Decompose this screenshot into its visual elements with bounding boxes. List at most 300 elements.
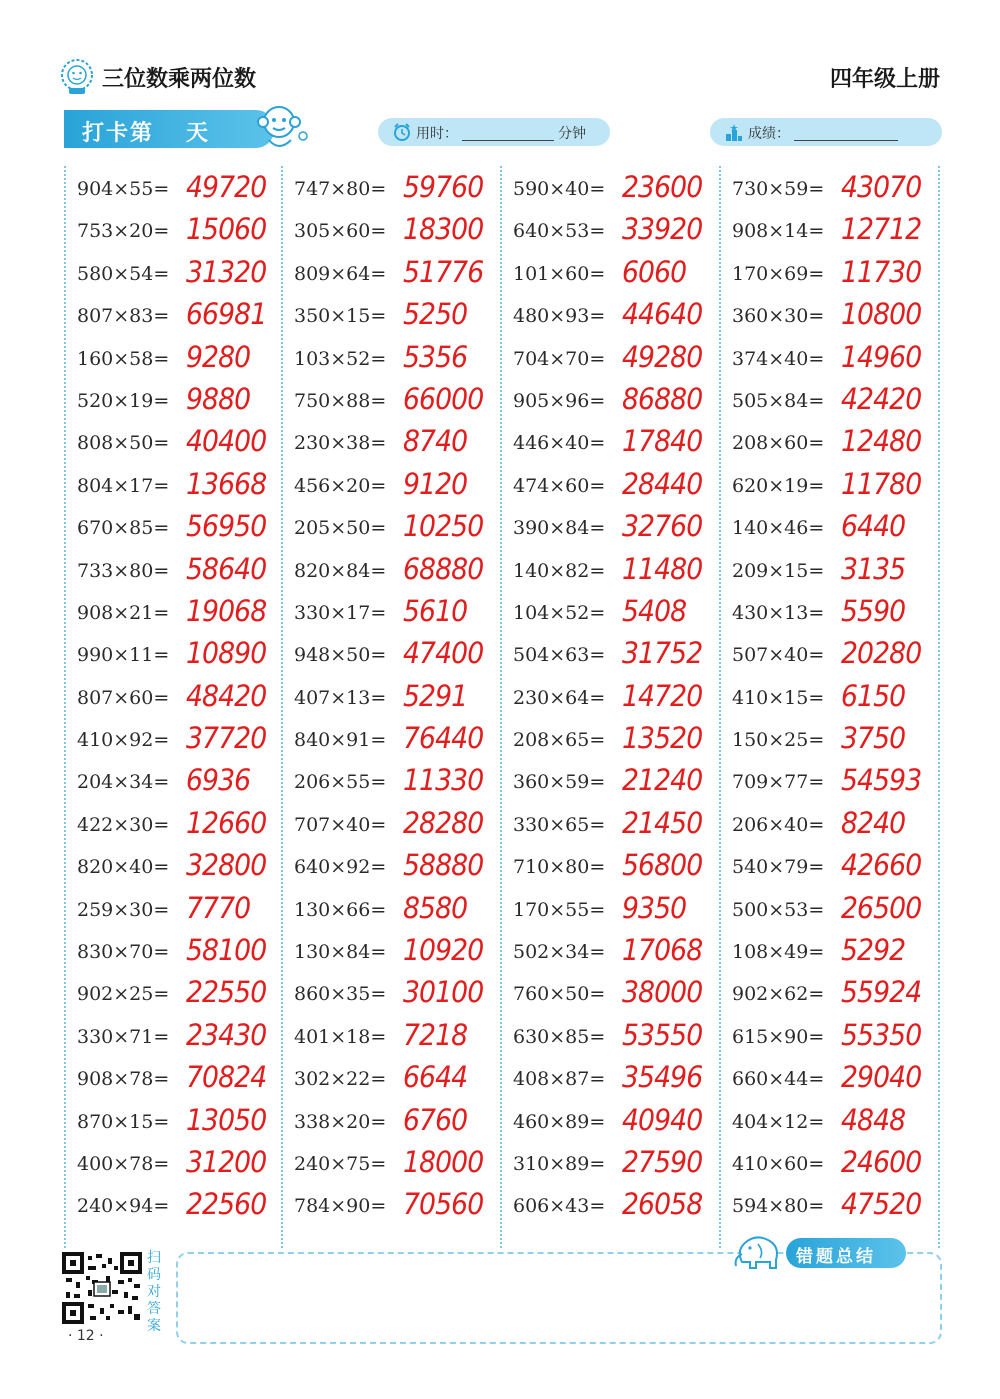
handwritten-answer[interactable]: 58640 xyxy=(186,551,267,586)
problem-equation: 310×89= xyxy=(513,1152,606,1175)
handwritten-answer[interactable]: 54593 xyxy=(841,763,922,798)
handwritten-answer[interactable]: 27590 xyxy=(622,1144,703,1179)
check-in-banner xyxy=(64,110,274,148)
problem-equation: 401×18= xyxy=(294,1025,387,1048)
problem-row xyxy=(721,170,938,212)
problem-equation: 460×89= xyxy=(513,1110,606,1133)
podium-icon xyxy=(724,122,744,142)
problem-equation: 302×22= xyxy=(294,1068,387,1091)
handwritten-answer[interactable]: 8240 xyxy=(841,805,906,840)
handwritten-answer[interactable]: 12712 xyxy=(841,212,922,247)
handwritten-answer[interactable]: 6150 xyxy=(841,678,906,713)
problem-row xyxy=(283,297,500,339)
handwritten-answer[interactable]: 30100 xyxy=(403,975,484,1010)
handwritten-answer[interactable]: 19068 xyxy=(186,593,267,628)
problem-equation: 730×59= xyxy=(732,178,825,200)
problem-equation: 905×96= xyxy=(513,389,606,412)
problem-row xyxy=(721,806,938,848)
qr-code-icon xyxy=(62,1252,142,1324)
handwritten-answer[interactable]: 6936 xyxy=(186,763,251,798)
problem-row xyxy=(283,509,500,551)
problem-equation: 500×53= xyxy=(732,898,825,921)
problem-row xyxy=(502,340,719,382)
handwritten-answer[interactable]: 40400 xyxy=(186,424,267,459)
problem-row xyxy=(66,1103,281,1145)
handwritten-answer[interactable]: 5590 xyxy=(841,593,906,628)
problem-equation: 707×40= xyxy=(294,813,387,836)
problem-equation: 360×30= xyxy=(732,305,825,328)
handwritten-answer[interactable]: 10920 xyxy=(403,933,484,968)
handwritten-answer[interactable]: 55924 xyxy=(841,975,922,1010)
problem-row xyxy=(283,763,500,805)
problem-equation: 446×40= xyxy=(513,432,606,455)
problem-equation: 410×92= xyxy=(77,729,170,752)
problem-row xyxy=(283,212,500,254)
handwritten-answer[interactable]: 5610 xyxy=(403,593,468,628)
problem-row xyxy=(502,636,719,678)
handwritten-answer[interactable]: 6760 xyxy=(403,1102,468,1137)
problem-equation: 807×60= xyxy=(77,686,170,709)
problem-equation: 259×30= xyxy=(77,898,170,921)
problem-row xyxy=(66,891,281,933)
handwritten-answer[interactable]: 70824 xyxy=(186,1060,267,1095)
handwritten-answer[interactable]: 37720 xyxy=(186,721,267,756)
handwritten-answer[interactable]: 5250 xyxy=(403,297,468,332)
handwritten-answer[interactable]: 11480 xyxy=(622,551,703,586)
problem-row xyxy=(502,891,719,933)
problem-equation: 104×52= xyxy=(513,601,606,624)
handwritten-answer[interactable]: 10800 xyxy=(841,297,922,332)
problem-equation: 540×79= xyxy=(732,856,825,879)
problem-equation: 840×91= xyxy=(294,729,387,752)
handwritten-answer[interactable]: 8740 xyxy=(403,424,468,459)
handwritten-answer[interactable]: 6440 xyxy=(841,509,906,544)
problem-row xyxy=(283,340,500,382)
problem-equation: 474×60= xyxy=(513,474,606,497)
problem-row xyxy=(66,848,281,890)
handwritten-answer[interactable]: 49280 xyxy=(622,339,703,374)
problem-row xyxy=(721,212,938,254)
handwritten-answer[interactable]: 47520 xyxy=(841,1187,922,1222)
problem-equation: 140×46= xyxy=(732,517,825,540)
problem-row xyxy=(721,679,938,721)
problem-equation: 640×53= xyxy=(513,220,606,243)
problem-row xyxy=(66,636,281,678)
problem-row xyxy=(66,594,281,636)
problem-row xyxy=(283,552,500,594)
problem-row xyxy=(66,1187,281,1229)
problem-row xyxy=(283,806,500,848)
handwritten-answer[interactable]: 4848 xyxy=(841,1102,906,1137)
problem-row xyxy=(721,1187,938,1229)
problem-row xyxy=(502,1103,719,1145)
problem-column-2 xyxy=(283,166,502,1248)
problem-row xyxy=(502,1018,719,1060)
page-title: 三位数乘两位数 xyxy=(102,67,257,92)
problem-row xyxy=(502,424,719,466)
problem-row xyxy=(721,297,938,339)
handwritten-answer[interactable]: 23600 xyxy=(622,170,703,204)
score-field xyxy=(710,118,942,146)
problem-row xyxy=(721,255,938,297)
handwritten-answer[interactable]: 9120 xyxy=(403,466,468,501)
problem-row xyxy=(721,340,938,382)
problem-row xyxy=(283,1060,500,1102)
handwritten-answer[interactable]: 18000 xyxy=(403,1144,484,1179)
handwritten-answer[interactable]: 6060 xyxy=(622,254,687,289)
problem-row xyxy=(721,1060,938,1102)
problem-equation: 590×40= xyxy=(513,178,606,200)
handwritten-answer[interactable]: 66000 xyxy=(403,381,484,416)
handwritten-answer[interactable]: 7770 xyxy=(186,890,251,925)
handwritten-answer[interactable]: 42420 xyxy=(841,381,922,416)
handwritten-answer[interactable]: 47400 xyxy=(403,636,484,671)
handwritten-answer[interactable]: 20280 xyxy=(841,636,922,671)
handwritten-answer[interactable]: 13050 xyxy=(186,1102,267,1137)
time-used-field xyxy=(378,118,610,146)
handwritten-answer[interactable]: 70560 xyxy=(403,1187,484,1222)
handwritten-answer[interactable]: 32800 xyxy=(186,848,267,883)
elephant-icon xyxy=(732,1232,788,1272)
handwritten-answer[interactable]: 48420 xyxy=(186,678,267,713)
problem-row xyxy=(283,933,500,975)
handwritten-answer[interactable]: 3135 xyxy=(841,551,906,586)
handwritten-answer[interactable]: 28440 xyxy=(622,466,703,501)
problem-row xyxy=(283,1103,500,1145)
monkey-mascot-icon xyxy=(255,100,311,154)
problem-equation: 750×88= xyxy=(294,389,387,412)
handwritten-answer[interactable]: 9880 xyxy=(186,381,251,416)
handwritten-answer[interactable]: 31320 xyxy=(186,254,267,289)
handwritten-answer[interactable]: 42660 xyxy=(841,848,922,883)
problem-equation: 330×65= xyxy=(513,813,606,836)
problem-equation: 330×17= xyxy=(294,601,387,624)
problem-equation: 870×15= xyxy=(77,1110,170,1133)
problem-row xyxy=(721,636,938,678)
problem-row xyxy=(721,933,938,975)
problem-row xyxy=(502,382,719,424)
problem-equation: 204×34= xyxy=(77,771,170,794)
problem-equation: 130×84= xyxy=(294,941,387,964)
handwritten-answer[interactable]: 59760 xyxy=(403,170,484,204)
handwritten-answer[interactable]: 29040 xyxy=(841,1060,922,1095)
handwritten-answer[interactable]: 21450 xyxy=(622,805,703,840)
problem-row xyxy=(66,1145,281,1187)
problem-equation: 908×78= xyxy=(77,1068,170,1091)
problem-equation: 205×50= xyxy=(294,517,387,540)
problem-row xyxy=(66,763,281,805)
problem-equation: 860×35= xyxy=(294,983,387,1006)
handwritten-answer[interactable]: 17068 xyxy=(622,933,703,968)
problem-equation: 760×50= xyxy=(513,983,606,1006)
handwritten-answer[interactable]: 35496 xyxy=(622,1060,703,1095)
problem-equation: 410×15= xyxy=(732,686,825,709)
grade-label: 四年级上册 xyxy=(829,67,940,92)
mistake-summary-title: 错题总结 xyxy=(786,1238,906,1268)
handwritten-answer[interactable]: 49720 xyxy=(186,170,267,204)
problem-equation: 615×90= xyxy=(732,1025,825,1048)
handwritten-answer[interactable]: 9280 xyxy=(186,339,251,374)
problem-equation: 830×70= xyxy=(77,941,170,964)
problem-row xyxy=(502,721,719,763)
problem-row xyxy=(502,848,719,890)
problem-equation: 130×66= xyxy=(294,898,387,921)
problem-equation: 807×83= xyxy=(77,305,170,328)
time-label: 用时： xyxy=(416,126,458,142)
handwritten-answer[interactable]: 11730 xyxy=(841,254,922,289)
problem-column-3 xyxy=(502,166,721,1248)
problem-equation: 710×80= xyxy=(513,856,606,879)
handwritten-answer[interactable]: 12660 xyxy=(186,805,267,840)
problem-row xyxy=(721,552,938,594)
handwritten-answer[interactable]: 13520 xyxy=(622,721,703,756)
handwritten-answer[interactable]: 5291 xyxy=(403,678,468,713)
problem-row xyxy=(66,1060,281,1102)
handwritten-answer[interactable]: 5356 xyxy=(403,339,468,374)
problem-equation: 408×87= xyxy=(513,1068,606,1091)
problem-row xyxy=(502,1060,719,1102)
problem-row xyxy=(66,1018,281,1060)
problem-row xyxy=(502,297,719,339)
handwritten-answer[interactable]: 22550 xyxy=(186,975,267,1010)
problem-row xyxy=(66,467,281,509)
problem-equation: 990×11= xyxy=(77,644,170,667)
handwritten-answer[interactable]: 3750 xyxy=(841,721,906,756)
problem-row xyxy=(66,297,281,339)
problem-equation: 206×55= xyxy=(294,771,387,794)
problem-equation: 101×60= xyxy=(513,262,606,285)
problem-equation: 753×20= xyxy=(77,220,170,243)
problem-row xyxy=(66,382,281,424)
problem-equation: 620×19= xyxy=(732,474,825,497)
problem-row xyxy=(283,975,500,1017)
problem-equation: 480×93= xyxy=(513,305,606,328)
handwritten-answer[interactable]: 58880 xyxy=(403,848,484,883)
problem-row xyxy=(283,170,500,212)
page-number: · 12 · xyxy=(68,1328,104,1344)
problem-equation: 360×59= xyxy=(513,771,606,794)
handwritten-answer[interactable]: 44640 xyxy=(622,297,703,332)
problem-row xyxy=(721,975,938,1017)
problem-row xyxy=(721,891,938,933)
problem-equation: 504×63= xyxy=(513,644,606,667)
handwritten-answer[interactable]: 51776 xyxy=(403,254,484,289)
problem-equation: 908×14= xyxy=(732,220,825,243)
problem-equation: 160×58= xyxy=(77,347,170,370)
handwritten-answer[interactable]: 18300 xyxy=(403,212,484,247)
handwritten-answer[interactable]: 31752 xyxy=(622,636,703,671)
problem-equation: 809×64= xyxy=(294,262,387,285)
problem-row xyxy=(502,509,719,551)
handwritten-answer[interactable]: 8580 xyxy=(403,890,468,925)
scan-for-answers-label: 扫码对答案 xyxy=(147,1250,161,1334)
handwritten-answer[interactable]: 40940 xyxy=(622,1102,703,1137)
problem-equation: 804×17= xyxy=(77,474,170,497)
problem-equation: 507×40= xyxy=(732,644,825,667)
problem-row xyxy=(66,170,281,212)
problem-equation: 820×84= xyxy=(294,559,387,582)
problem-equation: 108×49= xyxy=(732,941,825,964)
handwritten-answer[interactable]: 5292 xyxy=(841,933,906,968)
problem-row xyxy=(502,679,719,721)
problem-row xyxy=(502,1187,719,1229)
problem-row xyxy=(502,594,719,636)
handwritten-answer[interactable]: 15060 xyxy=(186,212,267,247)
handwritten-answer[interactable]: 56950 xyxy=(186,509,267,544)
handwritten-answer[interactable]: 38000 xyxy=(622,975,703,1010)
problem-grid xyxy=(64,166,942,1246)
problem-row xyxy=(283,1018,500,1060)
handwritten-answer[interactable]: 24600 xyxy=(841,1144,922,1179)
handwritten-answer[interactable]: 14720 xyxy=(622,678,703,713)
handwritten-answer[interactable]: 5408 xyxy=(622,593,687,628)
problem-row xyxy=(721,1018,938,1060)
problem-equation: 733×80= xyxy=(77,559,170,582)
problem-row xyxy=(66,933,281,975)
problem-row xyxy=(283,255,500,297)
check-in-suffix: 天 xyxy=(186,121,211,146)
handwritten-answer[interactable]: 21240 xyxy=(622,763,703,798)
problem-equation: 422×30= xyxy=(77,813,170,836)
problem-column-4 xyxy=(721,166,940,1248)
handwritten-answer[interactable]: 10890 xyxy=(186,636,267,671)
handwritten-answer[interactable]: 43070 xyxy=(841,170,922,204)
problem-equation: 747×80= xyxy=(294,178,387,200)
problem-equation: 140×82= xyxy=(513,559,606,582)
problem-equation: 208×65= xyxy=(513,729,606,752)
handwritten-answer[interactable]: 53550 xyxy=(622,1017,703,1052)
handwritten-answer[interactable]: 9350 xyxy=(622,890,687,925)
time-unit: 分钟 xyxy=(558,126,586,142)
problem-equation: 170×69= xyxy=(732,262,825,285)
problem-row xyxy=(66,679,281,721)
handwritten-answer[interactable]: 32760 xyxy=(622,509,703,544)
time-blank xyxy=(462,127,554,141)
problem-equation: 208×60= xyxy=(732,432,825,455)
problem-equation: 660×44= xyxy=(732,1068,825,1091)
handwritten-answer[interactable]: 26058 xyxy=(622,1187,703,1222)
problem-equation: 902×62= xyxy=(732,983,825,1006)
problem-row xyxy=(721,1103,938,1145)
handwritten-answer[interactable]: 55350 xyxy=(841,1017,922,1052)
problem-row xyxy=(502,467,719,509)
problem-equation: 640×92= xyxy=(294,856,387,879)
problem-row xyxy=(721,424,938,466)
problem-equation: 240×75= xyxy=(294,1152,387,1175)
problem-equation: 330×71= xyxy=(77,1025,170,1048)
problem-row xyxy=(283,467,500,509)
score-label: 成绩： xyxy=(748,126,790,142)
problem-equation: 230×64= xyxy=(513,686,606,709)
handwritten-answer[interactable]: 14960 xyxy=(841,339,922,374)
problem-equation: 206×40= xyxy=(732,813,825,836)
handwritten-answer[interactable]: 7218 xyxy=(403,1017,468,1052)
problem-row xyxy=(721,1145,938,1187)
handwritten-answer[interactable]: 56800 xyxy=(622,848,703,883)
alarm-clock-icon xyxy=(392,122,412,142)
handwritten-answer[interactable]: 31200 xyxy=(186,1144,267,1179)
handwritten-answer[interactable]: 11330 xyxy=(403,763,484,798)
problem-equation: 456×20= xyxy=(294,474,387,497)
problem-row xyxy=(66,806,281,848)
handwritten-answer[interactable]: 6644 xyxy=(403,1060,468,1095)
problem-row xyxy=(721,721,938,763)
problem-row xyxy=(502,933,719,975)
problem-equation: 103×52= xyxy=(294,347,387,370)
problem-equation: 407×13= xyxy=(294,686,387,709)
problem-row xyxy=(502,1145,719,1187)
handwritten-answer[interactable]: 17840 xyxy=(622,424,703,459)
problem-equation: 390×84= xyxy=(513,517,606,540)
problem-equation: 606×43= xyxy=(513,1195,606,1218)
problem-equation: 374×40= xyxy=(732,347,825,370)
handwritten-answer[interactable]: 58100 xyxy=(186,933,267,968)
problem-equation: 808×50= xyxy=(77,432,170,455)
handwritten-answer[interactable]: 23430 xyxy=(186,1017,267,1052)
problem-equation: 670×85= xyxy=(77,517,170,540)
problem-row xyxy=(721,509,938,551)
problem-row xyxy=(66,552,281,594)
problem-equation: 350×15= xyxy=(294,305,387,328)
problem-equation: 904×55= xyxy=(77,178,170,200)
problem-row xyxy=(502,975,719,1017)
problem-equation: 505×84= xyxy=(732,389,825,412)
problem-row xyxy=(502,255,719,297)
problem-equation: 520×19= xyxy=(77,389,170,412)
problem-equation: 502×34= xyxy=(513,941,606,964)
problem-equation: 948×50= xyxy=(294,644,387,667)
problem-row xyxy=(721,594,938,636)
handwritten-answer[interactable]: 68880 xyxy=(403,551,484,586)
problem-equation: 908×21= xyxy=(77,601,170,624)
score-blank xyxy=(794,127,898,141)
problem-equation: 630×85= xyxy=(513,1025,606,1048)
problem-equation: 170×55= xyxy=(513,898,606,921)
problem-equation: 709×77= xyxy=(732,771,825,794)
problem-equation: 902×25= xyxy=(77,983,170,1006)
problem-equation: 209×15= xyxy=(732,559,825,582)
problem-row xyxy=(66,721,281,763)
problem-row xyxy=(283,594,500,636)
problem-row xyxy=(66,975,281,1017)
problem-row xyxy=(283,1187,500,1229)
handwritten-answer[interactable]: 10250 xyxy=(403,509,484,544)
problem-equation: 400×78= xyxy=(77,1152,170,1175)
handwritten-answer[interactable]: 11780 xyxy=(841,466,922,501)
handwritten-answer[interactable]: 28280 xyxy=(403,805,484,840)
handwritten-answer[interactable]: 12480 xyxy=(841,424,922,459)
problem-row xyxy=(283,848,500,890)
handwritten-answer[interactable]: 66981 xyxy=(186,297,267,332)
handwritten-answer[interactable]: 86880 xyxy=(622,381,703,416)
problem-equation: 704×70= xyxy=(513,347,606,370)
problem-equation: 338×20= xyxy=(294,1110,387,1133)
problem-row xyxy=(283,679,500,721)
problem-equation: 430×13= xyxy=(732,601,825,624)
problem-row xyxy=(283,1145,500,1187)
handwritten-answer[interactable]: 33920 xyxy=(622,212,703,247)
problem-row xyxy=(502,212,719,254)
problem-equation: 230×38= xyxy=(294,432,387,455)
handwritten-answer[interactable]: 26500 xyxy=(841,890,922,925)
handwritten-answer[interactable]: 22560 xyxy=(186,1187,267,1222)
problem-row xyxy=(502,806,719,848)
handwritten-answer[interactable]: 13668 xyxy=(186,466,267,501)
lion-logo-icon xyxy=(60,58,94,96)
problem-equation: 784×90= xyxy=(294,1195,387,1218)
problem-equation: 150×25= xyxy=(732,729,825,752)
handwritten-answer[interactable]: 76440 xyxy=(403,721,484,756)
